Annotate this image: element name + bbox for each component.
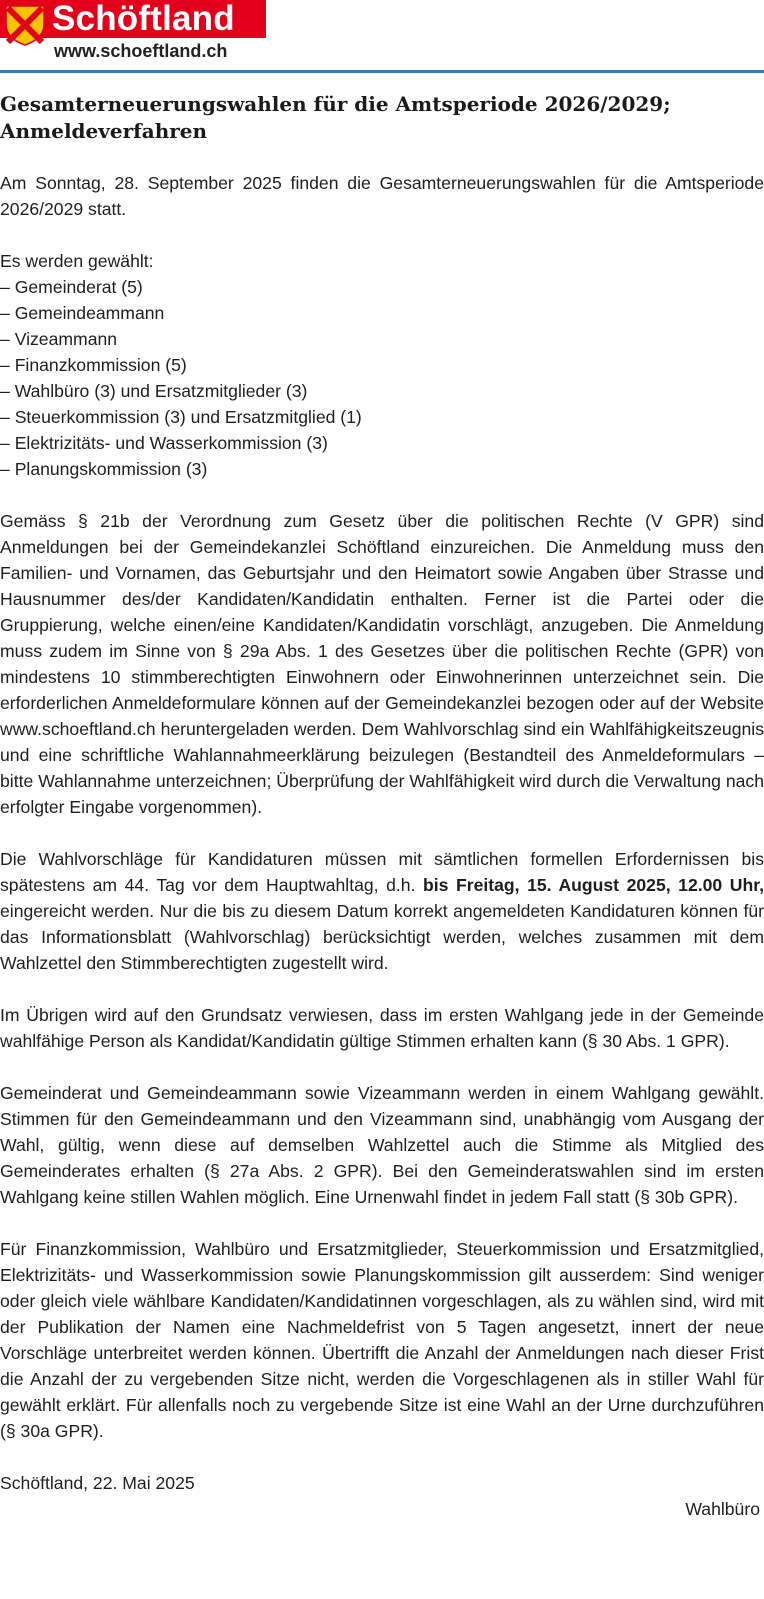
- council-paragraph: Gemeinderat und Gemeindeammann sowie Vizeammann werden in einem Wahlgang gewählt. Stimmen für den Gemeindeammann und den Vizeammann sind, unabhängig vom Ausgang der Wahl, gültig, wenn diese auf demselben Wahlzettel auch die Stimme als Mitglied des Gemeinderates erhalten (§ 27a Abs. 2 GPR). Bei den Gemeinderatswahlen sind im ersten Wahlgang keine stillen Wahlen möglich. Eine Urnenwahl findet in jedem Fall statt (§ 30b GPR).: [0, 1083, 764, 1207]
- list-item: – Steuerkommission (3) und Ersatzmitglied (1): [0, 404, 764, 430]
- list-item: – Elektrizitäts- und Wasserkommission (3): [0, 430, 764, 456]
- place-date: Schöftland, 22. Mai 2025: [0, 1473, 195, 1493]
- registration-paragraph: Gemäss § 21b der Verordnung zum Gesetz über die politischen Rechte (V GPR) sind Anmeldungen bei der Gemeindekanzlei Schöftland einzureichen. Die Anmeldung muss den Familien- und Vornamen, das Geburtsjahr und den Heimatort sowie Angaben über Strasse und Hausnummer des/der Kandidaten/Kandidatin enthalten. Ferner ist die Partei oder die Gruppierung, welche einen/eine Kandidaten/Kandidatin vorschlägt, anzugeben. Die Anmeldung muss zudem im Sinne von § 29a Abs. 1 des Gesetzes über die politischen Rechte (GPR) von mindestens 10 stimmberechtigten Einwohnern oder Einwohnerinnen unterzeichnet sein. Die erforderlichen Anmeldeformulare können auf der Gemeindekanzlei bezogen oder auf der Website www.schoeftland.ch heruntergeladen werden. Dem Wahlvorschlag sind ein Wahlfähigkeitszeugnis und eine schriftliche Wahlannahmeerklärung beizulegen (Bestandteil des Anmeldeformulars – bitte Wahlannahme unterzeichnen; Überprüfung der Wahlfähigkeit wird durch die Verwaltung nach erfolgter Eingabe vorgenommen).: [0, 511, 764, 817]
- page-title: Gesamterneuerungswahlen für die Amtsperiode 2026/2029; Anmeldeverfahren: [0, 92, 671, 143]
- article-body: [0, 170, 764, 1522]
- elected-heading: Es werden gewählt:: [0, 251, 154, 271]
- elected-list: [0, 274, 764, 482]
- deadline-date: bis Freitag, 15. August 2025, 12.00 Uhr,: [423, 875, 764, 895]
- page-header: [0, 0, 764, 72]
- coat-of-arms-icon: [4, 4, 46, 46]
- website-url[interactable]: www.schoeftland.ch: [54, 41, 228, 61]
- list-item: – Finanzkommission (5): [0, 352, 764, 378]
- logo-wordmark: Schöftland: [52, 0, 235, 38]
- list-item: – Gemeinderat (5): [0, 274, 764, 300]
- principle-paragraph: Im Übrigen wird auf den Grundsatz verwiesen, dass im ersten Wahlgang jede in der Gemeinde wahlfähige Person als Kandidat/Kandidatin gültige Stimmen erhalten kann (§ 30 Abs. 1 GPR).: [0, 1005, 764, 1051]
- intro-paragraph: Am Sonntag, 28. September 2025 finden die Gesamterneuerungswahlen für die Amtsperiode 2026/2029 statt.: [0, 173, 764, 219]
- list-item: – Vizeammann: [0, 326, 764, 352]
- list-item: – Gemeindeammann: [0, 300, 764, 326]
- list-item: – Wahlbüro (3) und Ersatzmitglieder (3): [0, 378, 764, 404]
- signature: Wahlbüro: [685, 1499, 760, 1519]
- commissions-paragraph: Für Finanzkommission, Wahlbüro und Ersatzmitglieder, Steuerkommission und Ersatzmitglied, Elektrizitäts- und Wasserkommission sowie Planungskommission gilt ausserdem: Sind weniger oder gleich viele wählbare Kandidaten/Kandidatinnen vorgeschlagen, als zu wählen sind, wird mit der Publikation der Namen eine Nachmeldefrist von 5 Tagen angesetzt, innert der neue Vorschläge unterbreitet werden können. Übertrifft die Anzahl der Anmeldungen nach dieser Frist die Anzahl der zu vergebenden Sitze nicht, werden die Vorgeschlagenen als in stiller Wahl für gewählt erklärt. Für allenfalls noch zu vergebende Sitze ist eine Wahl an der Urne durchzuführen (§ 30a GPR).: [0, 1239, 764, 1441]
- deadline-paragraph: [0, 846, 764, 976]
- header-divider: [0, 70, 764, 73]
- deadline-text-before: Die Wahlvorschläge für Kandidaturen müssen mit sämtlichen formellen Erfordernissen bis spätestens am 44. Tag vor dem Hauptwahltag, d.h.: [0, 849, 764, 895]
- list-item: – Planungskommission (3): [0, 456, 764, 482]
- deadline-text-after: eingereicht werden. Nur die bis zu diesem Datum korrekt angemeldeten Kandidaturen können für das Informationsblatt (Wahlvorschlag) berücksichtigt werden, welches zusammen mit dem Wahlzettel den Stimmberechtigten zugestellt wird.: [0, 901, 764, 973]
